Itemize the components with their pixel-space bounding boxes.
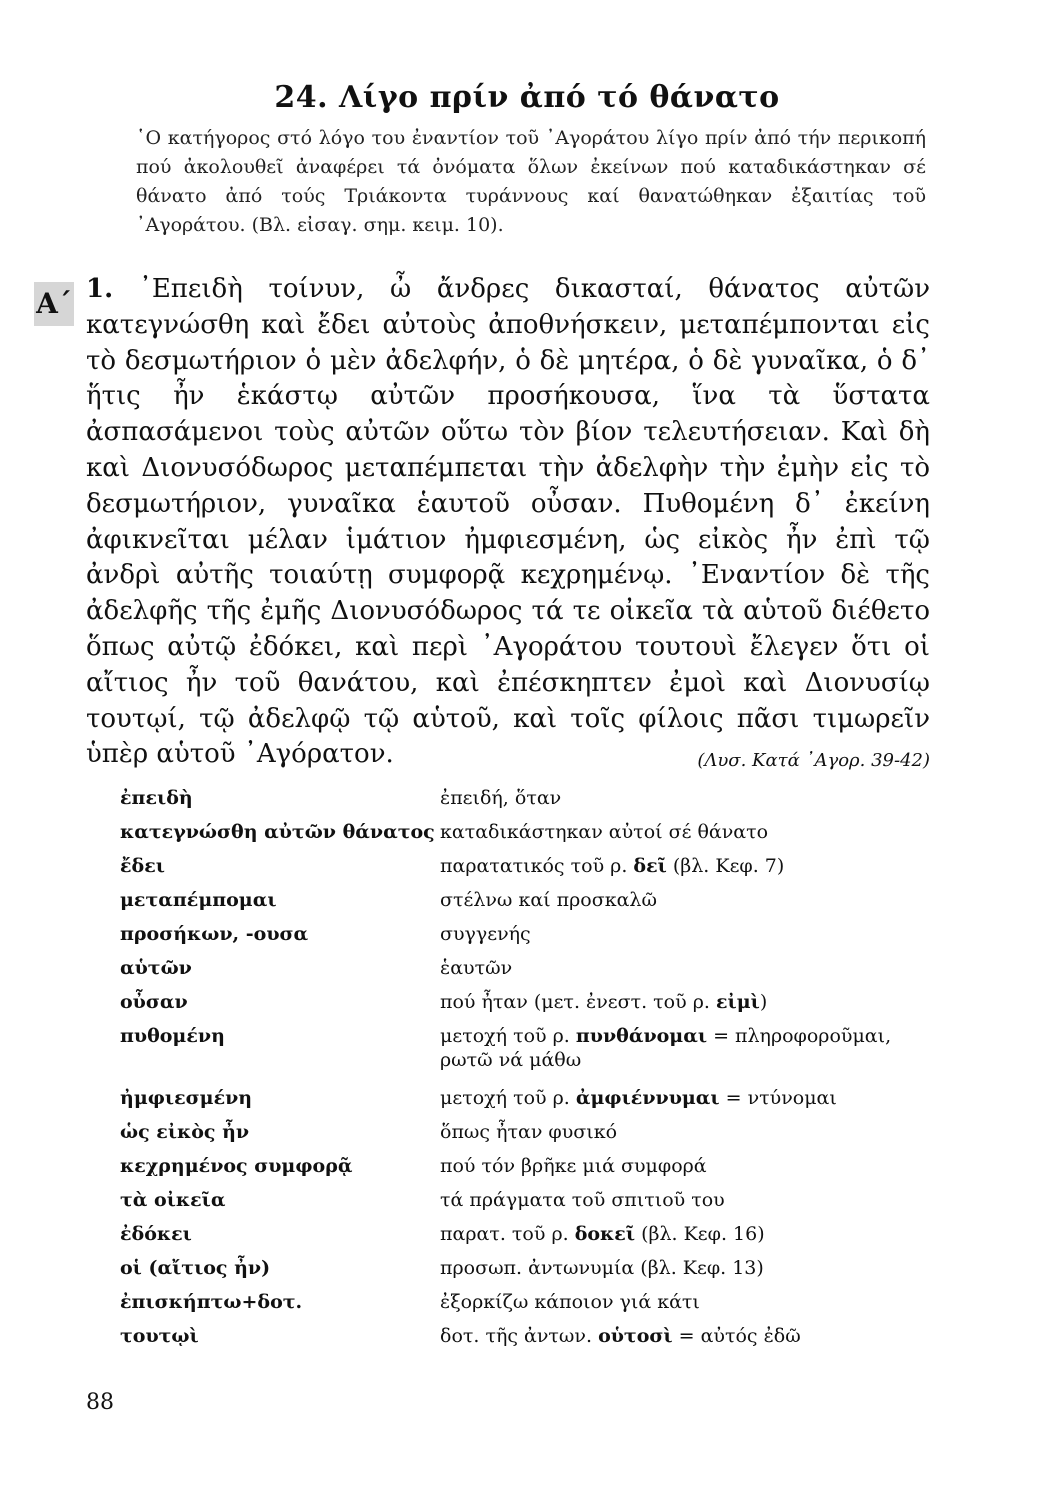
- glossary: [120, 786, 900, 1348]
- glossary-term: κατεγνώσθη αὐτῶν θάνατος: [120, 821, 435, 843]
- glossary-term: τουτῳὶ: [120, 1325, 199, 1347]
- glossary-definition: συγγενής: [440, 923, 531, 945]
- definition-text: δοτ. τῆς ἀντων.: [440, 1325, 599, 1347]
- glossary-row: [120, 1290, 900, 1314]
- glossary-definition: προσωπ. ἀντωνυμία (βλ. Κεφ. 13): [440, 1257, 764, 1279]
- definition-text: = αὐτός ἐδῶ: [672, 1325, 801, 1347]
- glossary-definition: ὅπως ἦταν φυσικό: [440, 1121, 618, 1143]
- glossary-row: [120, 854, 900, 878]
- glossary-term: κεχρημένος συμφορᾷ: [120, 1155, 353, 1177]
- definition-headword: δοκεῖ: [574, 1223, 636, 1245]
- definition-text: μετοχή τοῦ ρ.: [440, 1087, 576, 1109]
- glossary-definition: ἑαυτῶν: [440, 957, 513, 979]
- glossary-row: [120, 786, 900, 810]
- page-number: 88: [86, 1390, 114, 1415]
- glossary-term: αὑτῶν: [120, 957, 192, 979]
- glossary-definition: στέλνω καί προσκαλῶ: [440, 889, 657, 911]
- glossary-term: πυθομένη: [120, 1025, 225, 1047]
- glossary-definition: [440, 1324, 900, 1348]
- glossary-term: ἔδει: [120, 855, 165, 877]
- glossary-term: ἐπισκήπτω+δοτ.: [120, 1291, 303, 1313]
- glossary-definition: [440, 990, 900, 1014]
- glossary-definition: ἐξορκίζω κάποιον γιά κάτι: [440, 1291, 700, 1313]
- glossary-term: προσήκων, -ουσα: [120, 923, 309, 945]
- glossary-definition: [440, 1086, 900, 1110]
- glossary-row: [120, 1222, 900, 1246]
- passage-text: ᾽Επειδὴ τοίνυν, ὦ ἄνδρες δικασταί, θάνατος αὐτῶν κατεγνώσθη καὶ ἔδει αὐτοὺς ἀποθνήσκειν, μεταπέμπονται εἰς τὸ δεσμωτήριον ὁ μὲν ἀδελφήν, ὁ δὲ μητέρα, ὁ δὲ γυναῖκα, ὁ δ᾽ ἥτις ἦν ἑκάστῳ αὐτῶν προσήκουσα, ἵνα τὰ ὕστατα ἀσπασάμενοι τοὺς αὐτῶν οὕτω τὸν βίον τελευτήσειαν. Καὶ δὴ καὶ Διονυσόδωρος μεταπέμπεται τὴν ἀδελφὴν τὴν ἐμὴν εἰς τὸ δεσμωτήριον, γυναῖκα ἑαυτοῦ οὖσαν. Πυθομένη δ᾽ ἐκείνη ἀφικνεῖται μέλαν ἱμάτιον ἠμφιεσμένη, ὡς εἰκὸς ἦν ἐπὶ τῷ ἀνδρὶ αὐτῆς τοιαύτῃ συμφορᾷ κεχρημένῳ. ᾽Εναντίον δὲ τῆς ἀδελφῆς τῆς ἐμῆς Διονυσόδωρος τά τε οἰκεῖα τὰ αὑτοῦ διέθετο ὅπως αὐτῷ ἐδόκει, καὶ περὶ ᾽Αγοράτου τουτουὶ ἔλεγεν ὅτι οἱ αἴτιος ἦν τοῦ θανάτου, καὶ ἐπέσκηπτεν ἐμοὶ καὶ Διονυσίῳ τουτῳί, τῷ ἀδελφῷ τῷ αὑτοῦ, καὶ τοῖς φίλοις πᾶσι τιμωρεῖν ὑπὲρ αὑτοῦ ᾽Αγόρατον.: [86, 274, 930, 770]
- definition-text: πού ἦταν (μετ. ἐνεστ. τοῦ ρ.: [440, 991, 716, 1013]
- glossary-row: [120, 1086, 900, 1110]
- glossary-row: [120, 888, 900, 912]
- glossary-term: μεταπέμπομαι: [120, 889, 277, 911]
- definition-headword: ἀμφιέννυμαι: [575, 1087, 720, 1109]
- definition-text: μετοχή τοῦ ρ.: [440, 1025, 576, 1047]
- glossary-row: [120, 1154, 900, 1178]
- glossary-row: [120, 922, 900, 946]
- glossary-row: [120, 1024, 900, 1072]
- definition-headword: οὑτοσὶ: [598, 1325, 673, 1347]
- glossary-row: [120, 1188, 900, 1212]
- definition-headword: δεῖ: [633, 855, 667, 877]
- glossary-row: [120, 956, 900, 980]
- definition-text: παρατατικός τοῦ ρ.: [440, 855, 634, 877]
- glossary-row: [120, 1120, 900, 1144]
- glossary-definition: ἐπειδή, ὅταν: [440, 787, 562, 809]
- paragraph-number: 1.: [86, 274, 114, 304]
- chapter-intro: ῾Ο κατήγορος στό λόγο του ἐναντίον τοῦ ᾽Αγοράτου λίγο πρίν ἀπό τήν περικοπή πού ἀκολουθεῖ ἀναφέρει τά ὀνόματα ὅλων ἐκείνων πού καταδικάστηκαν σέ θάνατο ἀπό τούς Τριάκοντα τυράννους καί θανατώθηκαν ἐξαιτίας τοῦ ᾽Αγοράτου. (Βλ. εἰσαγ. σημ. κειμ. 10).: [136, 127, 926, 236]
- glossary-definition: τά πράγματα τοῦ σπιτιοῦ του: [440, 1189, 725, 1211]
- glossary-term: ἠμφιεσμένη: [120, 1087, 253, 1109]
- glossary-term: ἐπειδὴ: [120, 787, 193, 809]
- glossary-row: [120, 1324, 900, 1348]
- chapter-title: 24. Λίγο πρίν ἀπό τό θάνατο: [274, 80, 780, 115]
- glossary-row: [120, 990, 900, 1014]
- glossary-term: οἱ (αἴτιος ἦν): [120, 1257, 271, 1279]
- citation: (Λυσ. Κατά ᾽Αγορ. 39-42): [697, 750, 930, 772]
- glossary-definition: καταδικάστηκαν αὐτοί σέ θάνατο: [440, 821, 769, 843]
- definition-headword: πυνθάνομαι: [575, 1025, 708, 1047]
- glossary-term: τὰ οἰκεῖα: [120, 1189, 226, 1211]
- glossary-term: οὖσαν: [120, 991, 188, 1013]
- glossary-definition: [440, 854, 900, 878]
- glossary-term: ὡς εἰκὸς ἦν: [120, 1121, 250, 1143]
- glossary-row: [120, 1256, 900, 1280]
- definition-text: ): [759, 991, 768, 1013]
- section-marker: Α΄: [34, 282, 74, 326]
- glossary-term: ἐδόκει: [120, 1223, 192, 1245]
- glossary-definition: πού τόν βρῆκε μιά συμφορά: [440, 1155, 707, 1177]
- definition-text: (βλ. Κεφ. 7): [666, 855, 785, 877]
- definition-text: παρατ. τοῦ ρ.: [440, 1223, 575, 1245]
- glossary-definition: [440, 1024, 900, 1072]
- definition-text: = ντύνομαι: [719, 1087, 837, 1109]
- glossary-definition: [440, 1222, 900, 1246]
- definition-headword: εἰμὶ: [715, 991, 760, 1013]
- definition-text: = πληροφοροῦμαι, ρωτῶ νά μάθω: [440, 1025, 892, 1071]
- glossary-row: [120, 820, 900, 844]
- greek-passage: [86, 272, 930, 771]
- definition-text: (βλ. Κεφ. 16): [635, 1223, 765, 1245]
